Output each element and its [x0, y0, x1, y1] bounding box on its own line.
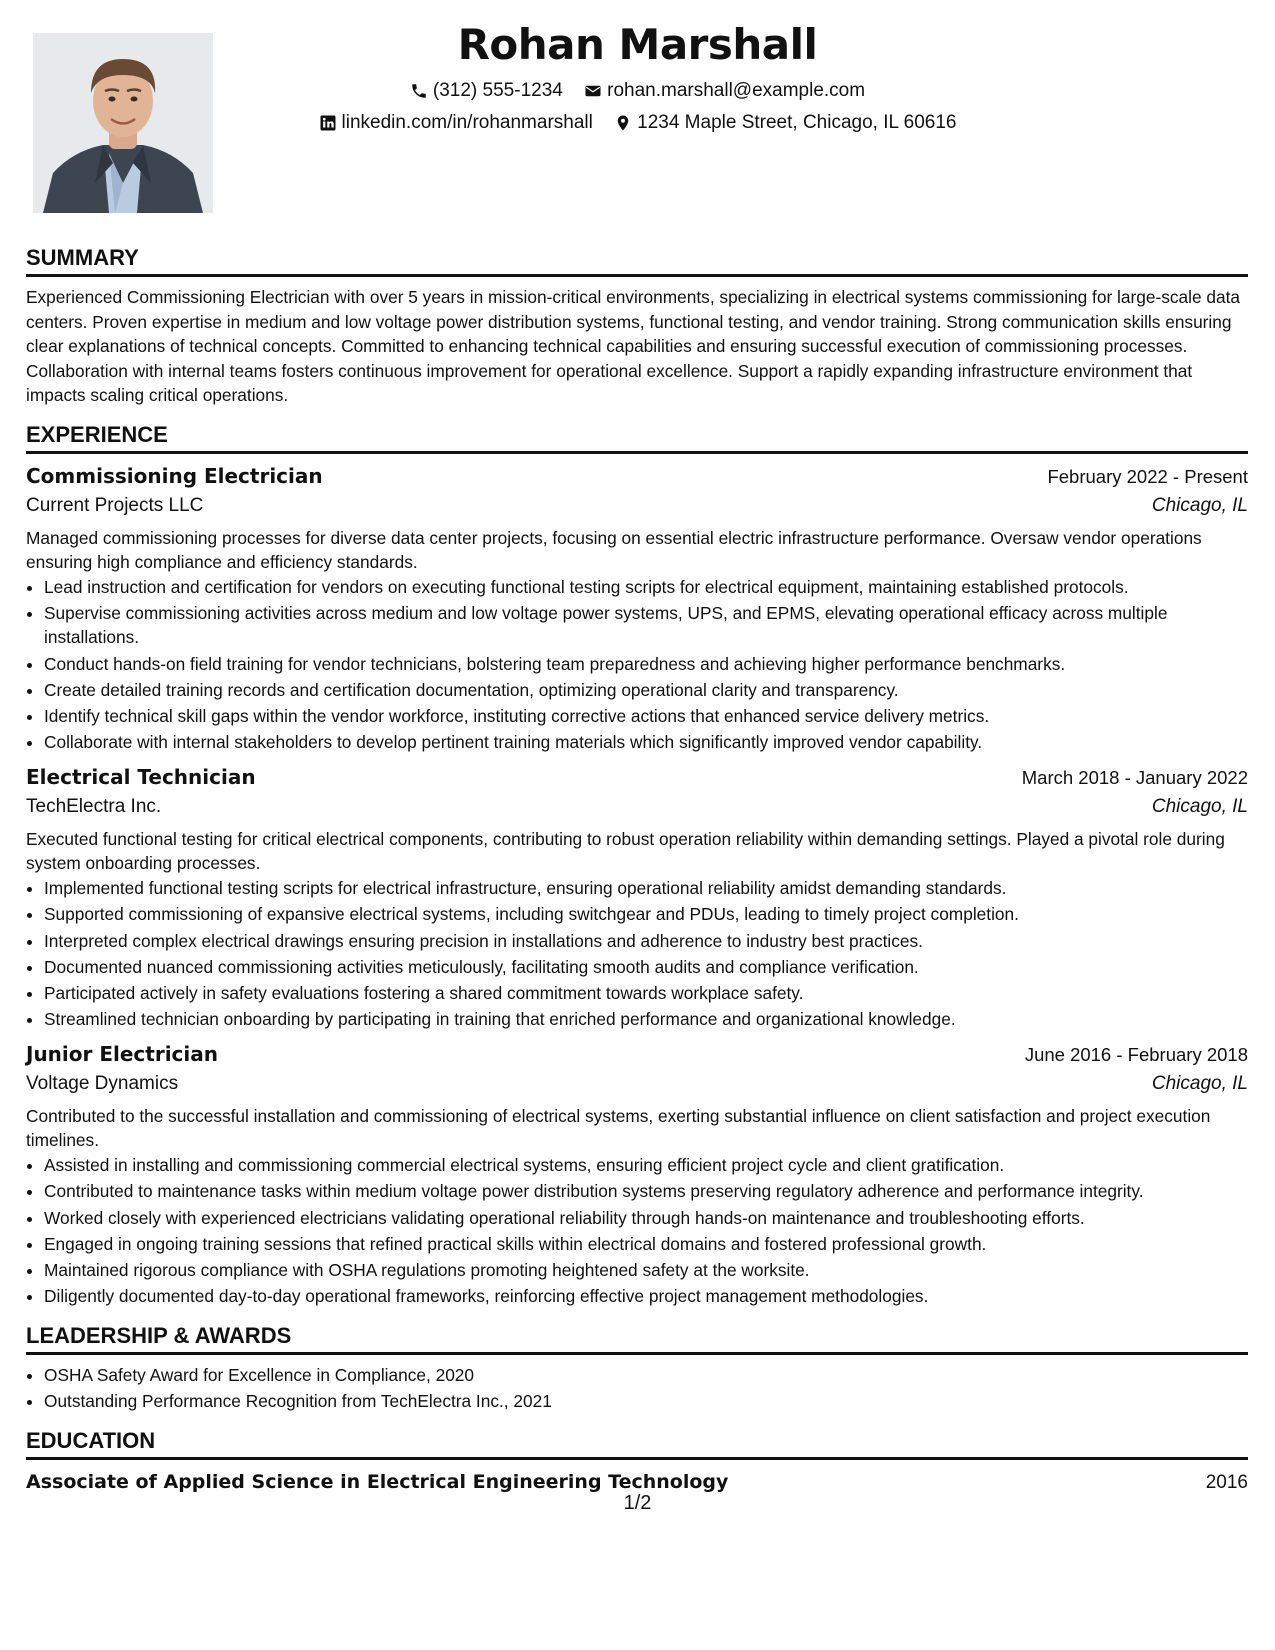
email-text: rohan.marshall@example.com	[607, 80, 866, 101]
job-company: Current Projects LLC	[26, 494, 204, 516]
job-bullet: • Contributed to maintenance tasks within medium voltage power distribution systems preserving regulatory adherence and performance integrity.	[44, 1179, 1248, 1204]
job-bullet: • Streamlined technician onboarding by participating in training that enriched performance and organizational knowledge.	[44, 1007, 1248, 1032]
job-bullet: • Collaborate with internal stakeholders to develop pertinent training materials which significantly improved vendor capability.	[44, 730, 1248, 755]
job-bullet: • Engaged in ongoing training sessions that refined practical skills within electrical domains and fostered professional growth.	[44, 1232, 1248, 1257]
education-year: 2016	[1205, 1471, 1248, 1493]
job-location: Chicago, IL	[1151, 1072, 1248, 1094]
contact-row-primary	[0, 80, 1275, 106]
job-bullet: • Assisted in installing and commissioning commercial electrical systems, ensuring efficient project cycle and client gratification.	[44, 1153, 1248, 1178]
job-bullets	[26, 876, 1248, 1032]
resume-body	[26, 245, 1248, 1497]
job-bullet: • Identify technical skill gaps within the vendor workforce, instituting corrective actions that enhanced service delivery metrics.	[44, 704, 1248, 729]
job-bullet: • Diligently documented day-to-day operational frameworks, reinforcing effective project management methodologies.	[44, 1284, 1248, 1309]
award-item: • OSHA Safety Award for Excellence in Compliance, 2020	[44, 1363, 1248, 1388]
job-bullet: • Documented nuanced commissioning activities meticulously, facilitating smooth audits and compliance verification.	[44, 955, 1248, 980]
job-bullet: • Conduct hands-on field training for vendor technicians, bolstering team preparedness and achieving higher performance benchmarks.	[44, 652, 1248, 677]
job-bullets	[26, 575, 1248, 755]
education-heading: EDUCATION	[26, 1428, 1248, 1460]
job-bullet: • Supervise commissioning activities across medium and low voltage power systems, UPS, and EPMS, elevating operational efficacy across multiple installations.	[44, 601, 1248, 650]
phone-icon	[410, 82, 428, 100]
job-bullet: • Interpreted complex electrical drawings ensuring precision in installations and adherence to industry best practices.	[44, 929, 1248, 954]
job-dates: February 2022 - Present	[1047, 465, 1248, 487]
job-bullet: • Maintained rigorous compliance with OSHA regulations promoting heightened safety at the worksite.	[44, 1258, 1248, 1283]
job-bullet: • Participated actively in safety evaluations fostering a shared commitment towards workplace safety.	[44, 981, 1248, 1006]
job-bullet: • Supported commissioning of expansive electrical systems, including switchgear and PDUs, leading to timely project completion.	[44, 902, 1248, 927]
job-company: TechElectra Inc.	[26, 795, 162, 817]
awards-heading: LEADERSHIP & AWARDS	[26, 1323, 1248, 1355]
job-company: Voltage Dynamics	[26, 1072, 179, 1094]
job-bullet: • Create detailed training records and certification documentation, optimizing operational clarity and transparency.	[44, 678, 1248, 703]
job-entry	[26, 763, 1248, 1032]
summary-text: Experienced Commissioning Electrician with over 5 years in mission-critical environments, specializing in electrical systems commissioning for large-scale data centers. Proven expertise in medium and low voltage power distribution systems, functional testing, and vendor training. Strong communication skills ensuring clear explanations of technical concepts. Committed to enhancing technical capabilities and ensuring successful execution of commissioning processes. Collaboration with internal teams fosters continuous improvement for operational excellence. Support a rapidly expanding infrastructure environment that impacts scaling critical operations.	[26, 287, 1240, 405]
awards-list	[26, 1363, 1248, 1414]
experience-heading: EXPERIENCE	[26, 422, 1248, 454]
contact-phone[interactable]	[410, 80, 563, 102]
job-description: Managed commissioning processes for diverse data center projects, focusing on essential electric infrastructure performance. Oversaw vendor operations ensuring high compliance and efficiency standards.	[26, 527, 1202, 572]
job-title: Electrical Technician	[26, 764, 256, 789]
job-title: Junior Electrician	[26, 1041, 219, 1066]
page-number: 1/2	[623, 1492, 652, 1514]
job-description: Contributed to the successful installation and commissioning of electrical systems, exerting substantial influence on client satisfaction and project execution timelines.	[26, 1105, 1211, 1151]
linkedin-icon	[319, 114, 337, 132]
job-bullet: • Lead instruction and certification for vendors on executing functional testing scripts for electrical equipment, maintaining established protocols.	[44, 575, 1248, 600]
award-item: • Outstanding Performance Recognition from TechElectra Inc., 2021	[44, 1389, 1248, 1414]
map-pin-icon	[614, 114, 632, 132]
job-bullet: • Worked closely with experienced electricians validating operational reliability through hands-on maintenance and troubleshooting efforts.	[44, 1206, 1248, 1231]
linkedin-text: linkedin.com/in/rohanmarshall	[341, 112, 593, 133]
contact-address	[614, 112, 956, 134]
job-location: Chicago, IL	[1151, 795, 1248, 817]
summary-heading: SUMMARY	[26, 245, 1248, 277]
contact-linkedin[interactable]	[319, 112, 593, 134]
job-title: Commissioning Electrician	[26, 463, 323, 488]
job-dates: June 2016 - February 2018	[1024, 1043, 1248, 1065]
job-entry	[26, 1040, 1248, 1309]
job-dates: March 2018 - January 2022	[1021, 766, 1248, 788]
contact-email[interactable]	[584, 80, 865, 102]
job-bullets	[26, 1153, 1248, 1309]
job-location: Chicago, IL	[1151, 494, 1248, 516]
address-text: 1234 Maple Street, Chicago, IL 60616	[637, 112, 957, 133]
phone-text: (312) 555-1234	[432, 80, 563, 101]
candidate-name: Rohan Marshall	[457, 20, 818, 69]
job-bullet: • Implemented functional testing scripts for electrical infrastructure, ensuring operational reliability amidst demanding standards.	[44, 876, 1248, 901]
contact-row-secondary	[0, 112, 1275, 138]
job-entry	[26, 462, 1248, 755]
education-degree: Associate of Applied Science in Electrical Engineering Technology	[26, 1470, 729, 1493]
job-description: Executed functional testing for critical electrical components, contributing to robust operation reliability within demanding settings. Played a pivotal role during system onboarding processes.	[26, 828, 1225, 874]
envelope-icon	[584, 82, 602, 100]
